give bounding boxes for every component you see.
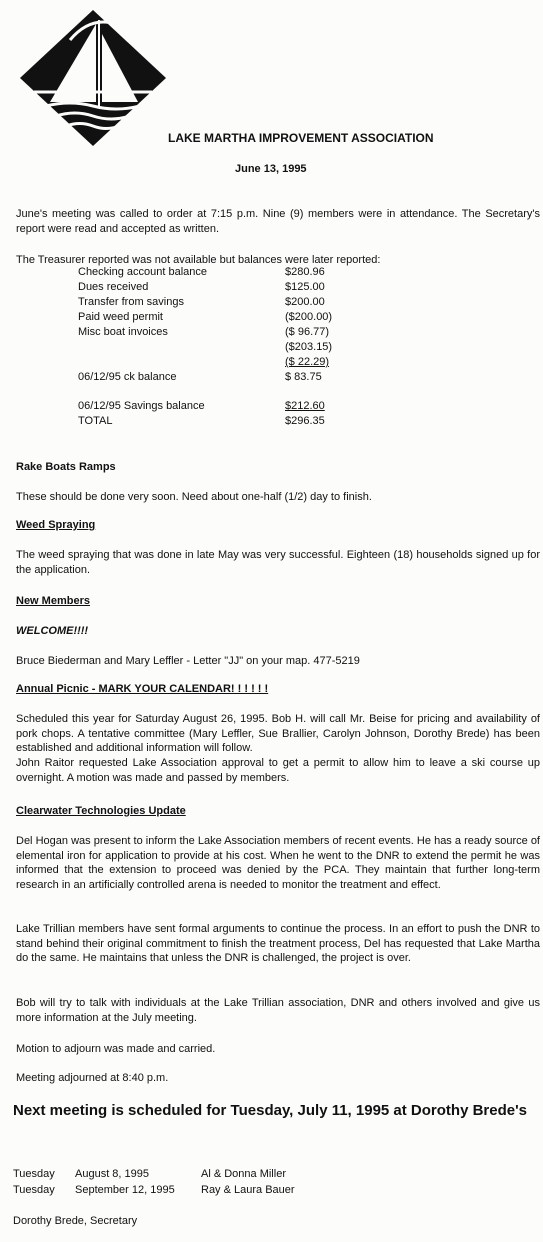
welcome-text: WELCOME!!!! <box>16 625 89 637</box>
meeting-date: June 13, 1995 <box>235 163 307 175</box>
clearwater-paragraph-3: Bob will try to talk with individuals at the Lake Trillian association, DNR and others involved and give us more information at the July meeting. <box>16 997 540 1024</box>
secretary-signature: Dorothy Brede, Secretary <box>13 1215 138 1227</box>
adjourn-motion: Motion to adjourn was made and carried. <box>16 1043 216 1055</box>
clearwater-paragraph-1: Del Hogan was present to inform the Lake Association members of recent events. He has a ready source of elemental iron for application to provide at his cost. When he went to the DNR to extend the permit he was informed that the extension to proceed was denied by the PCA. They maintain that further long-term research in an artificially controlled arena is needed to monitor the treatment and effect. <box>16 835 540 891</box>
treasurer-lead: The Treasurer reported was not available but balances were later reported: <box>16 254 381 266</box>
ski-course-paragraph: John Raitor requested Lake Association approval to get a permit to allow him to leave a ski course up overnight. A motion was made and passed by members. <box>16 757 540 784</box>
picnic-paragraph: Scheduled this year for Saturday August 26, 1995. Bob H. will call Mr. Beise for pricing and availability of pork chops. A tentative committee (Mary Leffler, Sue Brallier, Carolyn Johnson, Dorothy Brede) has been established and additional information will follow. <box>16 713 540 754</box>
section-heading-rake: Rake Boats Ramps <box>16 461 116 473</box>
rake-paragraph: These should be done very soon. Need about one-half (1/2) day to finish. <box>16 491 372 503</box>
section-heading-picnic: Annual Picnic - MARK YOUR CALENDAR! ! ! ! ! ! <box>16 683 269 695</box>
clearwater-paragraph-2: Lake Trillian members have sent formal arguments to continue the process. In an effort to push the DNR to stand behind their original commitment to finish the treatment process, Del has requested that Lake Martha do the same. He maintains that unless the DNR is challenged, the project is over. <box>16 923 540 964</box>
sailboat-logo <box>20 10 166 146</box>
section-heading-members: New Members <box>16 595 90 607</box>
schedule-table: Tuesday August 8, 1995 Al & Donna Miller Tuesday September 12, 1995 Ray & Laura Bauer <box>13 1168 295 1196</box>
next-meeting-notice: Next meeting is scheduled for Tuesday, July 11, 1995 at Dorothy Brede's <box>13 1102 528 1119</box>
org-name: LAKE MARTHA IMPROVEMENT ASSOCIATION <box>168 131 434 145</box>
section-heading-clearwater: Clearwater Technologies Update <box>16 805 186 817</box>
weed-paragraph: The weed spraying that was done in late May was very successful. Eighteen (18) households signed up for the application. <box>16 549 540 576</box>
section-heading-weed: Weed Spraying <box>16 519 96 531</box>
adjourn-time: Meeting adjourned at 8:40 p.m. <box>16 1072 169 1084</box>
intro-paragraph: June's meeting was called to order at 7:15 p.m. Nine (9) members were in attendance. The Secretary's report were read and accepted as written. <box>16 208 540 235</box>
members-paragraph: Bruce Biederman and Mary Leffler - Letter "JJ" on your map. 477-5219 <box>16 655 360 667</box>
